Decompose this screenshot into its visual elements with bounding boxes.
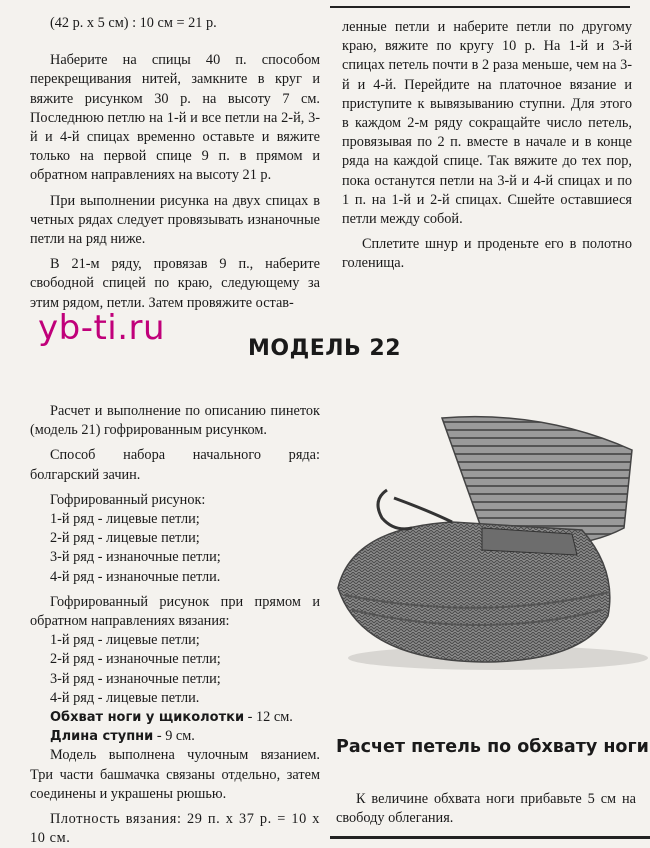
foot-line (30, 727, 320, 746)
bottom-rule (330, 836, 650, 839)
pattern-list (30, 631, 320, 708)
foot-label: Длина ступни (50, 729, 154, 745)
watermark: yb-ti.ru (38, 308, 166, 348)
paragraph: Сплетите шнур и проденьте его в полотно голенища. (342, 236, 632, 272)
paragraph: ленные петли и наберите петли по другому краю, вяжите по кругу 10 р. На 1-й и 3-й спицах петель почти в 2 раза меньше, чем на 3-й и 4-й. Перейдите на платочное вязание и приступите к вывязыванию ступни. Для этого в каждом 2-м ряду сокращайте число петель, провязывая по 2 п. вместе в начале и в конце ряда на каждой спице. Так вяжите до тех пор, пока останутся петли на 3-й и 4-й спицах и по 1 п. на 1-й и 2-й спицах. Сшейте оставшиеся петли между собой. (342, 19, 632, 228)
right-column-bottom (336, 790, 636, 828)
girth-value: - 12 см. (244, 709, 293, 726)
list-item: 1-й ряд - лицевые петли; (50, 632, 200, 649)
formula-line: (42 р. х 5 см) : 10 см = 21 р. (50, 15, 217, 31)
left-column-top (30, 14, 320, 313)
list-item: 3-й ряд - изнаночные петли; (50, 670, 221, 687)
right-column-top (342, 18, 632, 274)
bootie-photo (332, 410, 650, 672)
girth-line (30, 708, 320, 727)
pattern-list (30, 510, 320, 587)
list-item: 2-й ряд - лицевые петли; (50, 530, 200, 547)
paragraph: Плотность вязания: 29 п. х 37 р. = 10 х 10 см. (30, 811, 320, 847)
list-item: 1-й ряд - лицевые петли; (50, 511, 200, 528)
list-item: 3-й ряд - изнаночные петли; (50, 549, 221, 566)
pattern-title: Гофрированный рисунок при прямом и обратном направлениях вязания: (30, 593, 320, 630)
paragraph: К величине обхвата ноги прибавьте 5 см на свободу облегания. (336, 791, 636, 827)
girth-label: Обхват ноги у щиколотки (50, 710, 245, 726)
paragraph: В 21-м ряду, провязав 9 п., наберите свободной спицей по краю, следующему за этим рядом, петли. Затем провяжите остав- (30, 256, 320, 311)
knitted-bootie-icon (332, 410, 650, 672)
paragraph: Расчет и выполнение по описанию пинеток (модель 21) гофрированным рисунком. (30, 403, 320, 439)
list-item: 2-й ряд - изнаночные петли; (50, 651, 221, 668)
paragraph: При выполнении рисунка на двух спицах в четных рядах следует провязывать изнаночные петли на ряд ниже. (30, 192, 320, 248)
paragraph: Способ набора начального ряда: болгарский зачин. (30, 447, 320, 483)
paragraph: Модель выполнена чулочным вязанием. Три части башмачка связаны отдельно, затем соединены и украшены рюшью. (30, 747, 320, 802)
list-item: 4-й ряд - изнаночные петли. (50, 568, 221, 585)
foot-value: - 9 см. (153, 728, 195, 745)
section-title: Расчет петель по обхвату ноги (336, 737, 649, 757)
list-item: 4-й ряд - лицевые петли. (50, 689, 200, 706)
paragraph: Наберите на спицы 40 п. способом перекрещивания нитей, замкните в круг и вяжите рисунком 30 р. на высоту 7 см. Последнюю петлю на 1-й и все петли на 2-й, 3-й и 4-й спицах временно оставьте и вяжите только на первой спице 9 п. в прямом и обратном направлениях на высоту 21 р. (30, 52, 320, 184)
top-rule (330, 6, 630, 8)
model-title: МОДЕЛЬ 22 (248, 336, 402, 361)
pattern-title: Гофрированный рисунок: (50, 491, 206, 508)
left-column-bottom (30, 402, 320, 848)
